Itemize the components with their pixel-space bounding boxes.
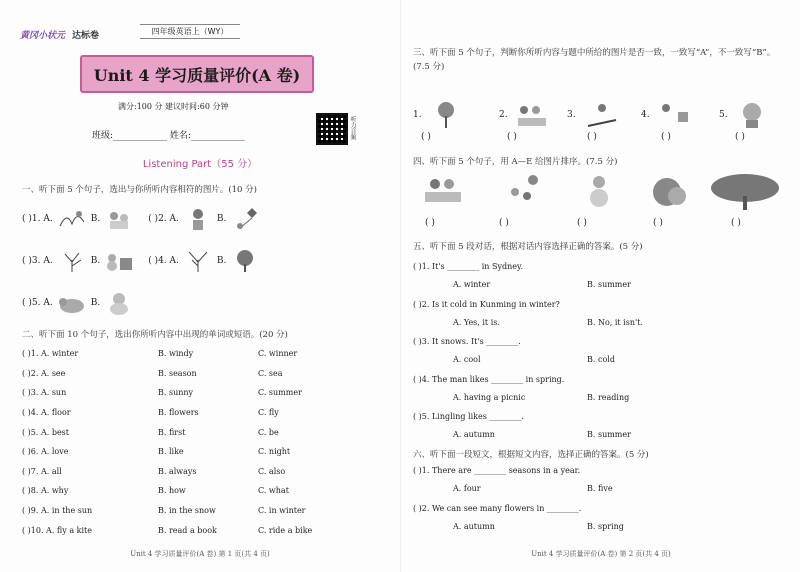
question-row <box>22 403 338 423</box>
page-footer-left: Unit 4 学习质量评价(A 卷) 第 1 页(共 4 页) <box>130 550 270 558</box>
option-a[interactable]: ( )2. A. see <box>22 368 66 378</box>
option-c[interactable]: C. what <box>258 486 289 496</box>
item-number: 4. <box>641 110 650 120</box>
option-c[interactable]: C. sea <box>258 368 283 378</box>
option-a[interactable]: A. having a picnic <box>453 392 526 402</box>
page-title-text: Unit 4 学习质量评价(A 卷) <box>93 65 301 85</box>
kids-playing-icon <box>183 206 213 232</box>
option-a[interactable]: ( )9. A. in the sun <box>22 506 93 516</box>
qr-label: 听力音频 <box>349 116 356 140</box>
option-a[interactable]: ( )6. A. love <box>22 447 69 457</box>
bear-lying-icon <box>57 290 87 316</box>
orange-fruit-icon <box>653 178 686 206</box>
section-3-title: 三、听下面 5 个句子，判断你所听内容与题中所给的图片是否一致，一致写“A”，不一致写“B”。(7.5 分) <box>413 48 776 72</box>
option-a[interactable]: ( )4. A. floor <box>22 408 71 418</box>
windy-scene-icon <box>57 206 87 232</box>
sec1-row-2 <box>22 248 264 274</box>
item-number: 5. <box>719 110 728 120</box>
question-text: ( )5. Lingling likes ________. <box>413 412 524 421</box>
option-b[interactable]: B. summer <box>587 430 631 439</box>
leafy-tree-icon <box>230 248 260 274</box>
option-a[interactable]: A. Yes, it is. <box>453 317 500 327</box>
question-row <box>22 520 338 540</box>
question-number: ( )2. A. <box>148 214 179 224</box>
option-b-label: B. <box>216 214 227 224</box>
sec4-pictures <box>415 170 785 212</box>
option-b-label: B. <box>90 298 101 308</box>
sec3-item-3 <box>567 100 624 130</box>
kite-kid-icon <box>230 206 260 232</box>
sec3-item-4 <box>641 100 698 130</box>
question-row <box>22 383 338 403</box>
section-1-title: 一、听下面 5 个句子，选出与你所听内容相符的图片。(10 分) <box>22 185 257 195</box>
sec3-item-2 <box>499 100 556 130</box>
option-b[interactable]: B. flowers <box>158 408 199 418</box>
section-6-title: 六、听下面一段短文，根据短文内容，选择正确的答案。(5 分) <box>413 450 649 460</box>
option-b[interactable]: B. five <box>587 484 613 493</box>
sec1-row-1 <box>22 206 264 232</box>
kids-sun-icon <box>511 175 538 200</box>
option-a[interactable]: ( )1. A. winter <box>22 349 79 359</box>
option-b[interactable]: B. spring <box>587 522 624 531</box>
exam-meta: 满分:100 分 建议时间:60 分钟 <box>118 102 229 111</box>
option-c[interactable]: C. winner <box>258 349 298 359</box>
qr-code-icon <box>316 113 348 145</box>
question-number: ( )3. A. <box>22 256 53 266</box>
option-a[interactable]: A. autumn <box>453 522 495 531</box>
option-b[interactable]: B. like <box>158 447 184 457</box>
girl-gift-icon <box>654 100 694 130</box>
answer-blank[interactable]: ( ) <box>421 132 431 142</box>
answer-blank[interactable]: ( ) <box>587 132 597 142</box>
question-row <box>22 481 338 501</box>
question-row <box>22 442 338 462</box>
winter-tree-icon <box>183 248 213 274</box>
question-text: ( )2. Is it cold in Kunming in winter? <box>413 299 560 309</box>
option-b[interactable]: B. always <box>158 466 197 476</box>
snowman-house-icon <box>104 248 134 274</box>
section-5-title: 五、听下面 5 段对话，根据对话内容选择正确的答案。(5 分) <box>413 242 643 252</box>
answer-blank[interactable]: ( ) <box>661 132 671 142</box>
option-b[interactable]: B. summer <box>587 280 631 289</box>
option-a[interactable]: A. cool <box>453 355 481 364</box>
family-table-icon <box>425 179 461 202</box>
snowman-kids-icon <box>104 206 134 232</box>
sec3-item-5 <box>719 100 776 130</box>
option-b[interactable]: B. sunny <box>158 388 194 398</box>
option-c[interactable]: C. in winter <box>258 506 306 516</box>
bear-sitting-icon <box>104 290 134 316</box>
option-c[interactable]: C. be <box>258 427 279 437</box>
answer-blank[interactable]: ( ) <box>731 218 741 228</box>
option-b[interactable]: B. read a book <box>158 525 217 535</box>
question-text: ( )4. The man likes ________ in spring. <box>413 374 565 384</box>
option-b-label: B. <box>90 256 101 266</box>
page-footer-right: Unit 4 学习质量评价(A 卷) 第 2 页(共 4 页) <box>531 550 671 558</box>
option-a[interactable]: ( )7. A. all <box>22 466 62 476</box>
question-number: ( )1. A. <box>22 214 53 224</box>
question-number: ( )5. A. <box>22 298 53 308</box>
option-a[interactable]: ( )5. A. best <box>22 427 69 437</box>
question-text: ( )2. We can see many flowers in ________. <box>413 504 582 513</box>
family-picnic-icon <box>512 100 552 130</box>
question-text: ( )3. It snows. It's ________. <box>413 337 521 346</box>
option-a[interactable]: A. autumn <box>453 430 495 439</box>
bare-tree-icon <box>57 248 87 274</box>
question-text: ( )1. There are ________ seasons in a year. <box>413 466 581 475</box>
snowman-icon <box>590 176 608 207</box>
question-row <box>22 344 338 364</box>
item-number: 3. <box>567 110 576 120</box>
item-number: 1. <box>413 110 422 120</box>
right-page <box>400 0 800 572</box>
option-c[interactable]: C. night <box>258 447 291 457</box>
option-b[interactable]: B. first <box>158 427 186 437</box>
option-b[interactable]: B. reading <box>587 392 630 402</box>
brand-logo: 黄冈小状元 <box>20 31 66 41</box>
boy-face-icon <box>732 100 772 130</box>
sec1-row-3 <box>22 290 138 316</box>
answer-blank[interactable]: ( ) <box>499 218 509 228</box>
grade-label: 四年级英语上（WY） <box>140 24 240 39</box>
page-title <box>80 55 314 93</box>
option-c[interactable]: C. summer <box>258 388 302 398</box>
question-row <box>22 364 338 384</box>
option-b[interactable]: B. in the snow <box>158 506 216 516</box>
option-a[interactable]: ( )10. A. fly a kite <box>22 525 92 535</box>
sec3-item-1 <box>413 100 470 130</box>
option-b[interactable]: B. windy <box>158 349 194 359</box>
name-field: 班级:____________ 姓名:____________ <box>92 131 245 141</box>
option-b-label: B. <box>216 256 227 266</box>
skier-icon <box>580 100 620 130</box>
section-2-title: 二、听下面 10 个句子，选出你所听内容中出现的单词或短语。(20 分) <box>22 330 288 340</box>
option-a[interactable]: ( )8. A. why <box>22 486 69 496</box>
option-b[interactable]: B. cold <box>587 355 615 364</box>
option-c[interactable]: C. ride a bike <box>258 525 313 535</box>
answer-blank[interactable]: ( ) <box>425 218 435 228</box>
question-number: ( )4. A. <box>148 256 179 266</box>
question-row <box>22 422 338 442</box>
option-c[interactable]: C. fly <box>258 408 279 418</box>
answer-blank[interactable]: ( ) <box>577 218 587 228</box>
option-b[interactable]: B. season <box>158 368 197 378</box>
tree-people-icon <box>426 100 466 130</box>
option-a[interactable]: A. winter <box>453 280 491 289</box>
question-row <box>22 501 338 521</box>
answer-blank[interactable]: ( ) <box>653 218 663 228</box>
brand-subtitle: 达标卷 <box>72 31 100 41</box>
big-tree-icon <box>711 174 779 210</box>
section-4-title: 四、听下面 5 个句子，用 A—E 给图片排序。(7.5 分) <box>413 157 618 167</box>
sec2-options-table <box>22 344 338 540</box>
option-b[interactable]: B. No, it isn't. <box>587 317 643 327</box>
answer-blank[interactable]: ( ) <box>507 132 517 142</box>
question-row <box>22 462 338 482</box>
option-c[interactable]: C. also <box>258 466 286 476</box>
option-a[interactable]: A. four <box>453 484 481 493</box>
question-text: ( )1. It's ________ in Sydney. <box>413 262 523 271</box>
section-heading-listening: Listening Part（55 分） <box>142 159 258 170</box>
option-a[interactable]: ( )3. A. sun <box>22 388 67 398</box>
option-b[interactable]: B. how <box>158 486 186 496</box>
answer-blank[interactable]: ( ) <box>735 132 745 142</box>
option-b-label: B. <box>90 214 101 224</box>
item-number: 2. <box>499 110 508 120</box>
